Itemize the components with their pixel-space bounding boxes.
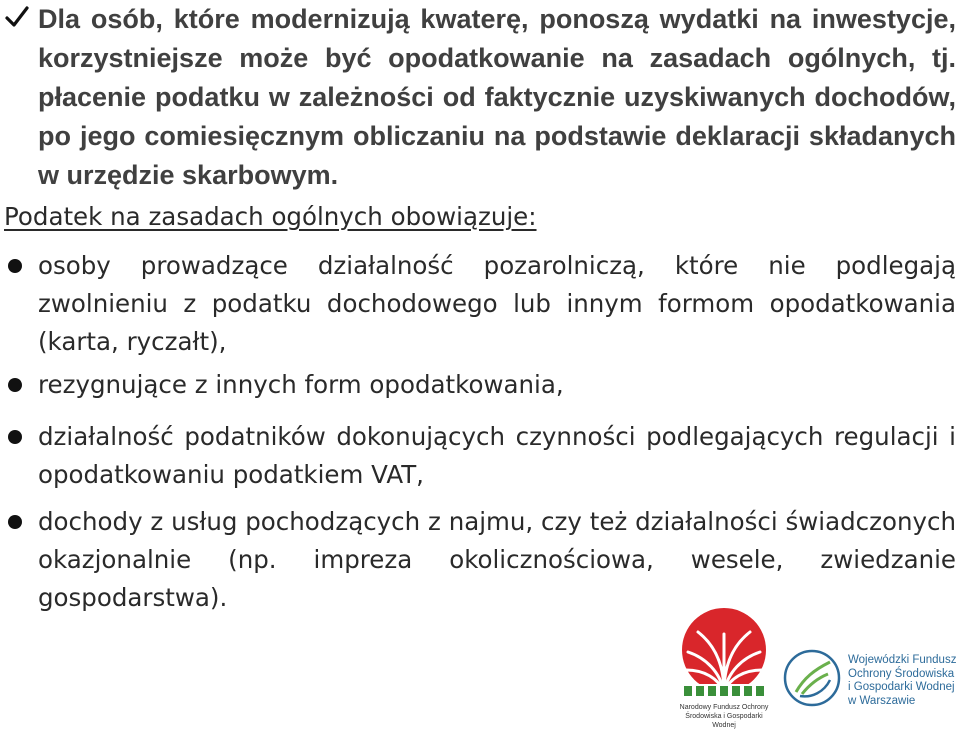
intro-text: Dla osób, które modernizują kwaterę, ponoszą wydatki na inwestycje, korzystniejsze może być opodatkowanie na zasadach ogólnych, tj. płacenie podatku w zależności od faktycznie uzyskiwanych dochodów, po jego comiesięcznym obliczaniu na podstawie deklaracji składanych w urzędzie skarbowym.: [38, 4, 956, 190]
checkmark-icon: [4, 4, 30, 30]
wfos-logo: [782, 648, 842, 708]
bullet-icon: [8, 378, 22, 392]
bullet-icon: [8, 259, 22, 273]
subheading: Podatek na zasadach ogólnych obowiązuje:: [4, 202, 537, 231]
wfos-name-line: i Gospodarki Wodnej: [848, 681, 955, 693]
wfos-name-line: Wojewódzki Fundusz: [848, 654, 957, 666]
wfos-name-line: w Warszawie: [848, 694, 916, 707]
bullet-icon: [8, 515, 22, 529]
list-item-text: osoby prowadzące działalność pozarolniczą, które nie podlegają zwolnieniu z podatku dochodowego lub innym formom opodatkowania (karta, ryczałt),: [38, 251, 956, 356]
list-item-text: działalność podatników dokonujących czynności podlegających regulacji i opodatkowaniu podatkiem VAT,: [38, 422, 956, 489]
bullet-icon: [8, 430, 22, 444]
wfos-name-line: Ochrony Środowiska: [848, 667, 955, 680]
nfos-caption-line: Środowiska i Gospodarki Wodnej: [685, 713, 763, 729]
list-item-text: dochody z usług pochodzących z najmu, czy też działalności świadczonych okazjonalnie (np. impreza okolicznościowa, wesele, zwiedzanie gospodarstwa).: [38, 507, 956, 612]
nfos-caption-line: Narodowy Fundusz Ochrony: [679, 704, 769, 711]
list-item-text: rezygnujące z innych form opodatkowania,: [38, 370, 564, 399]
wfos-name: [848, 654, 956, 708]
